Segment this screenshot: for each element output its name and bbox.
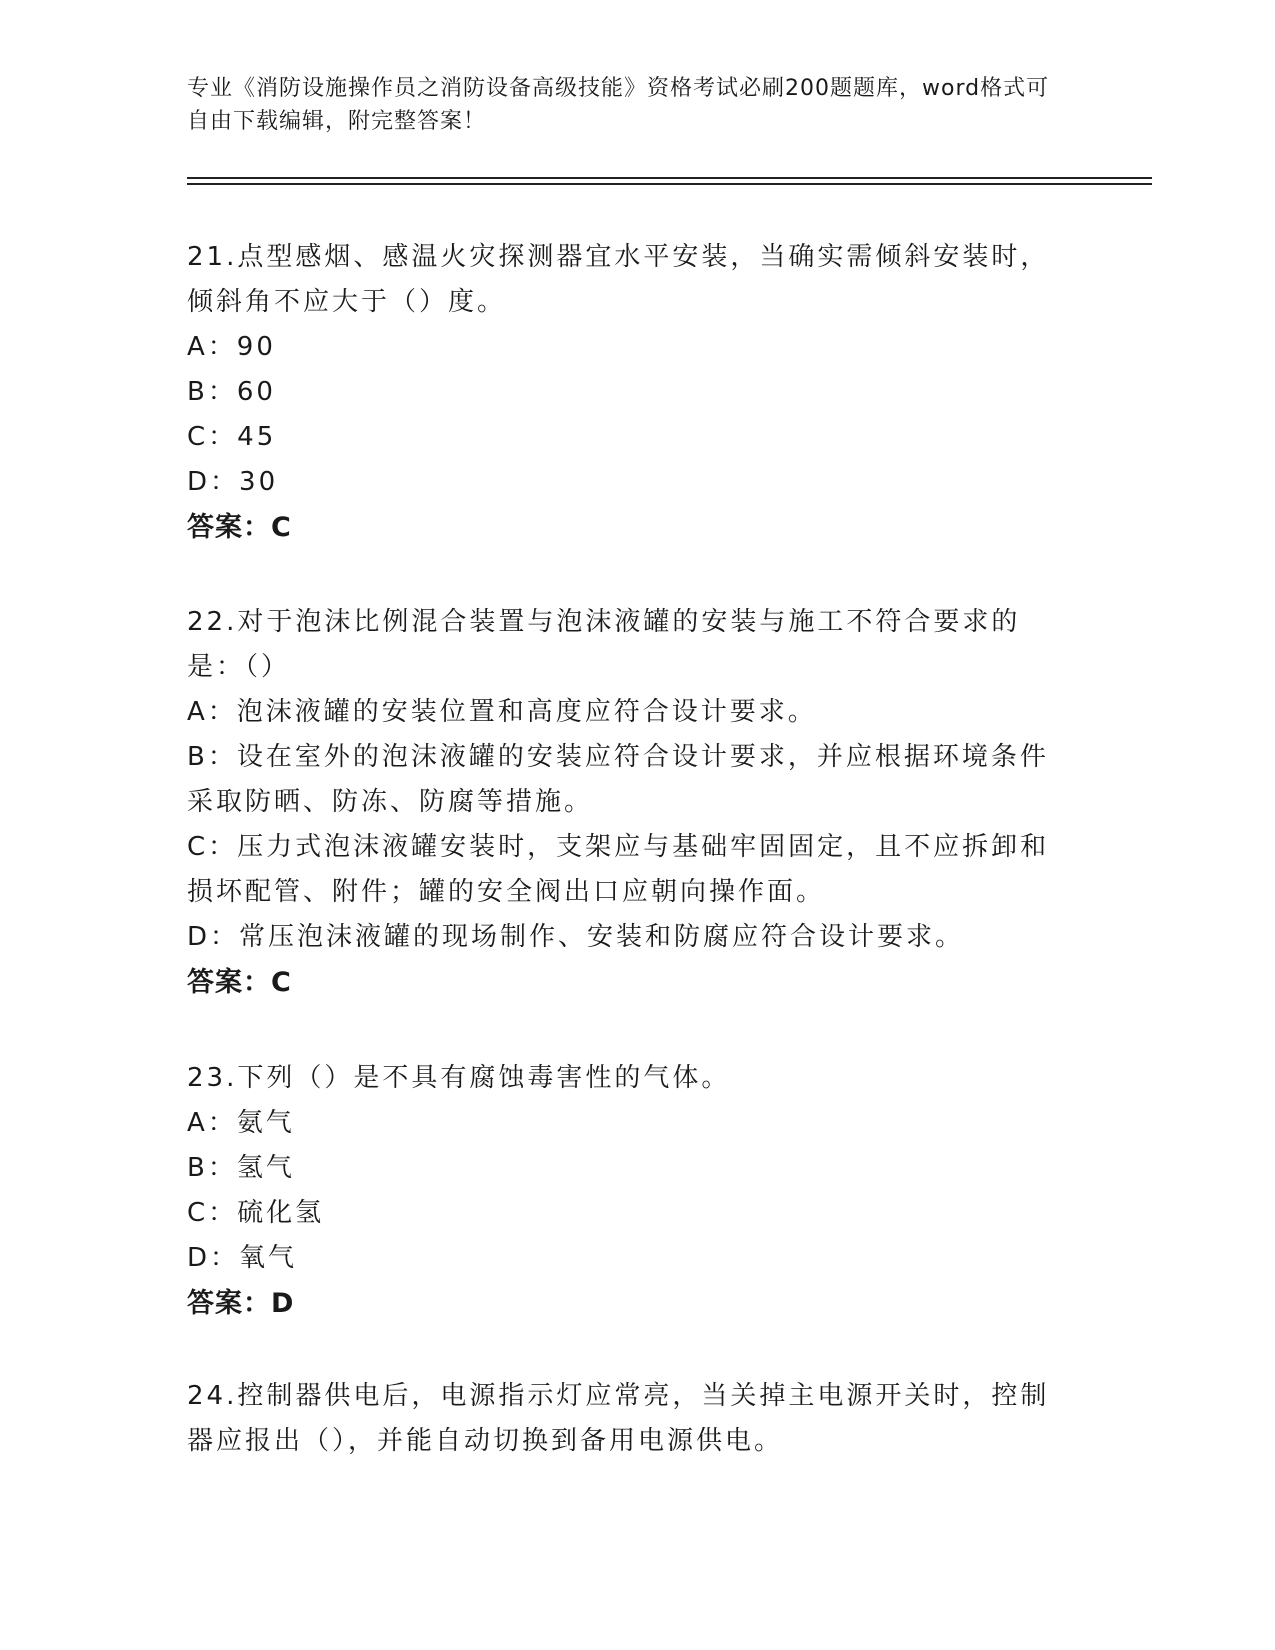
option-b: B：设在室外的泡沫液罐的安装应符合设计要求，并应根据环境条件采取防晒、防冻、防腐等措施。: [187, 742, 1049, 817]
question-text: 22.对于泡沫比例混合装置与泡沫液罐的安装与施工不符合要求的是：（）: [187, 607, 1021, 682]
option-a: A：泡沫液罐的安装位置和高度应符合设计要求。: [187, 697, 817, 727]
question-21: [187, 235, 1077, 550]
option-b: B：氢气: [187, 1153, 295, 1183]
option-d: D：常压泡沫液罐的现场制作、安装和防腐应符合设计要求。: [187, 922, 965, 952]
option-d: D：30: [187, 467, 279, 497]
answer: 答案：D: [187, 1288, 295, 1319]
header-divider-bottom: [187, 183, 1152, 185]
option-a: A：氨气: [187, 1108, 295, 1138]
question-text: 21.点型感烟、感温火灾探测器宜水平安装，当确实需倾斜安装时，倾斜角不应大于（）度。: [187, 242, 1050, 317]
header-divider-top: [187, 177, 1152, 179]
answer: 答案：C: [187, 967, 292, 998]
option-a: A：90: [187, 332, 276, 362]
question-24: [187, 1374, 1077, 1464]
question-23: [187, 1056, 1077, 1326]
option-c: C：压力式泡沫液罐安装时，支架应与基础牢固固定，且不应拆卸和损坏配管、附件；罐的安全阀出口应朝向操作面。: [187, 832, 1050, 907]
question-text: 23.下列（）是不具有腐蚀毒害性的气体。: [187, 1063, 731, 1093]
option-d: D：氧气: [187, 1243, 298, 1273]
question-22: [187, 600, 1077, 1005]
answer: 答案：C: [187, 512, 292, 543]
option-c: C：45: [187, 422, 277, 452]
question-text: 24.控制器供电后，电源指示灯应常亮，当关掉主电源开关时，控制器应报出（），并能自动切换到备用电源供电。: [187, 1381, 1050, 1456]
option-b: B：60: [187, 377, 276, 407]
document-header: [187, 72, 1067, 138]
option-c: C：硫化氢: [187, 1198, 325, 1228]
header-text: 专业《消防设施操作员之消防设备高级技能》资格考试必刷200题题库，word格式可自由下载编辑，附完整答案！: [187, 76, 1050, 134]
